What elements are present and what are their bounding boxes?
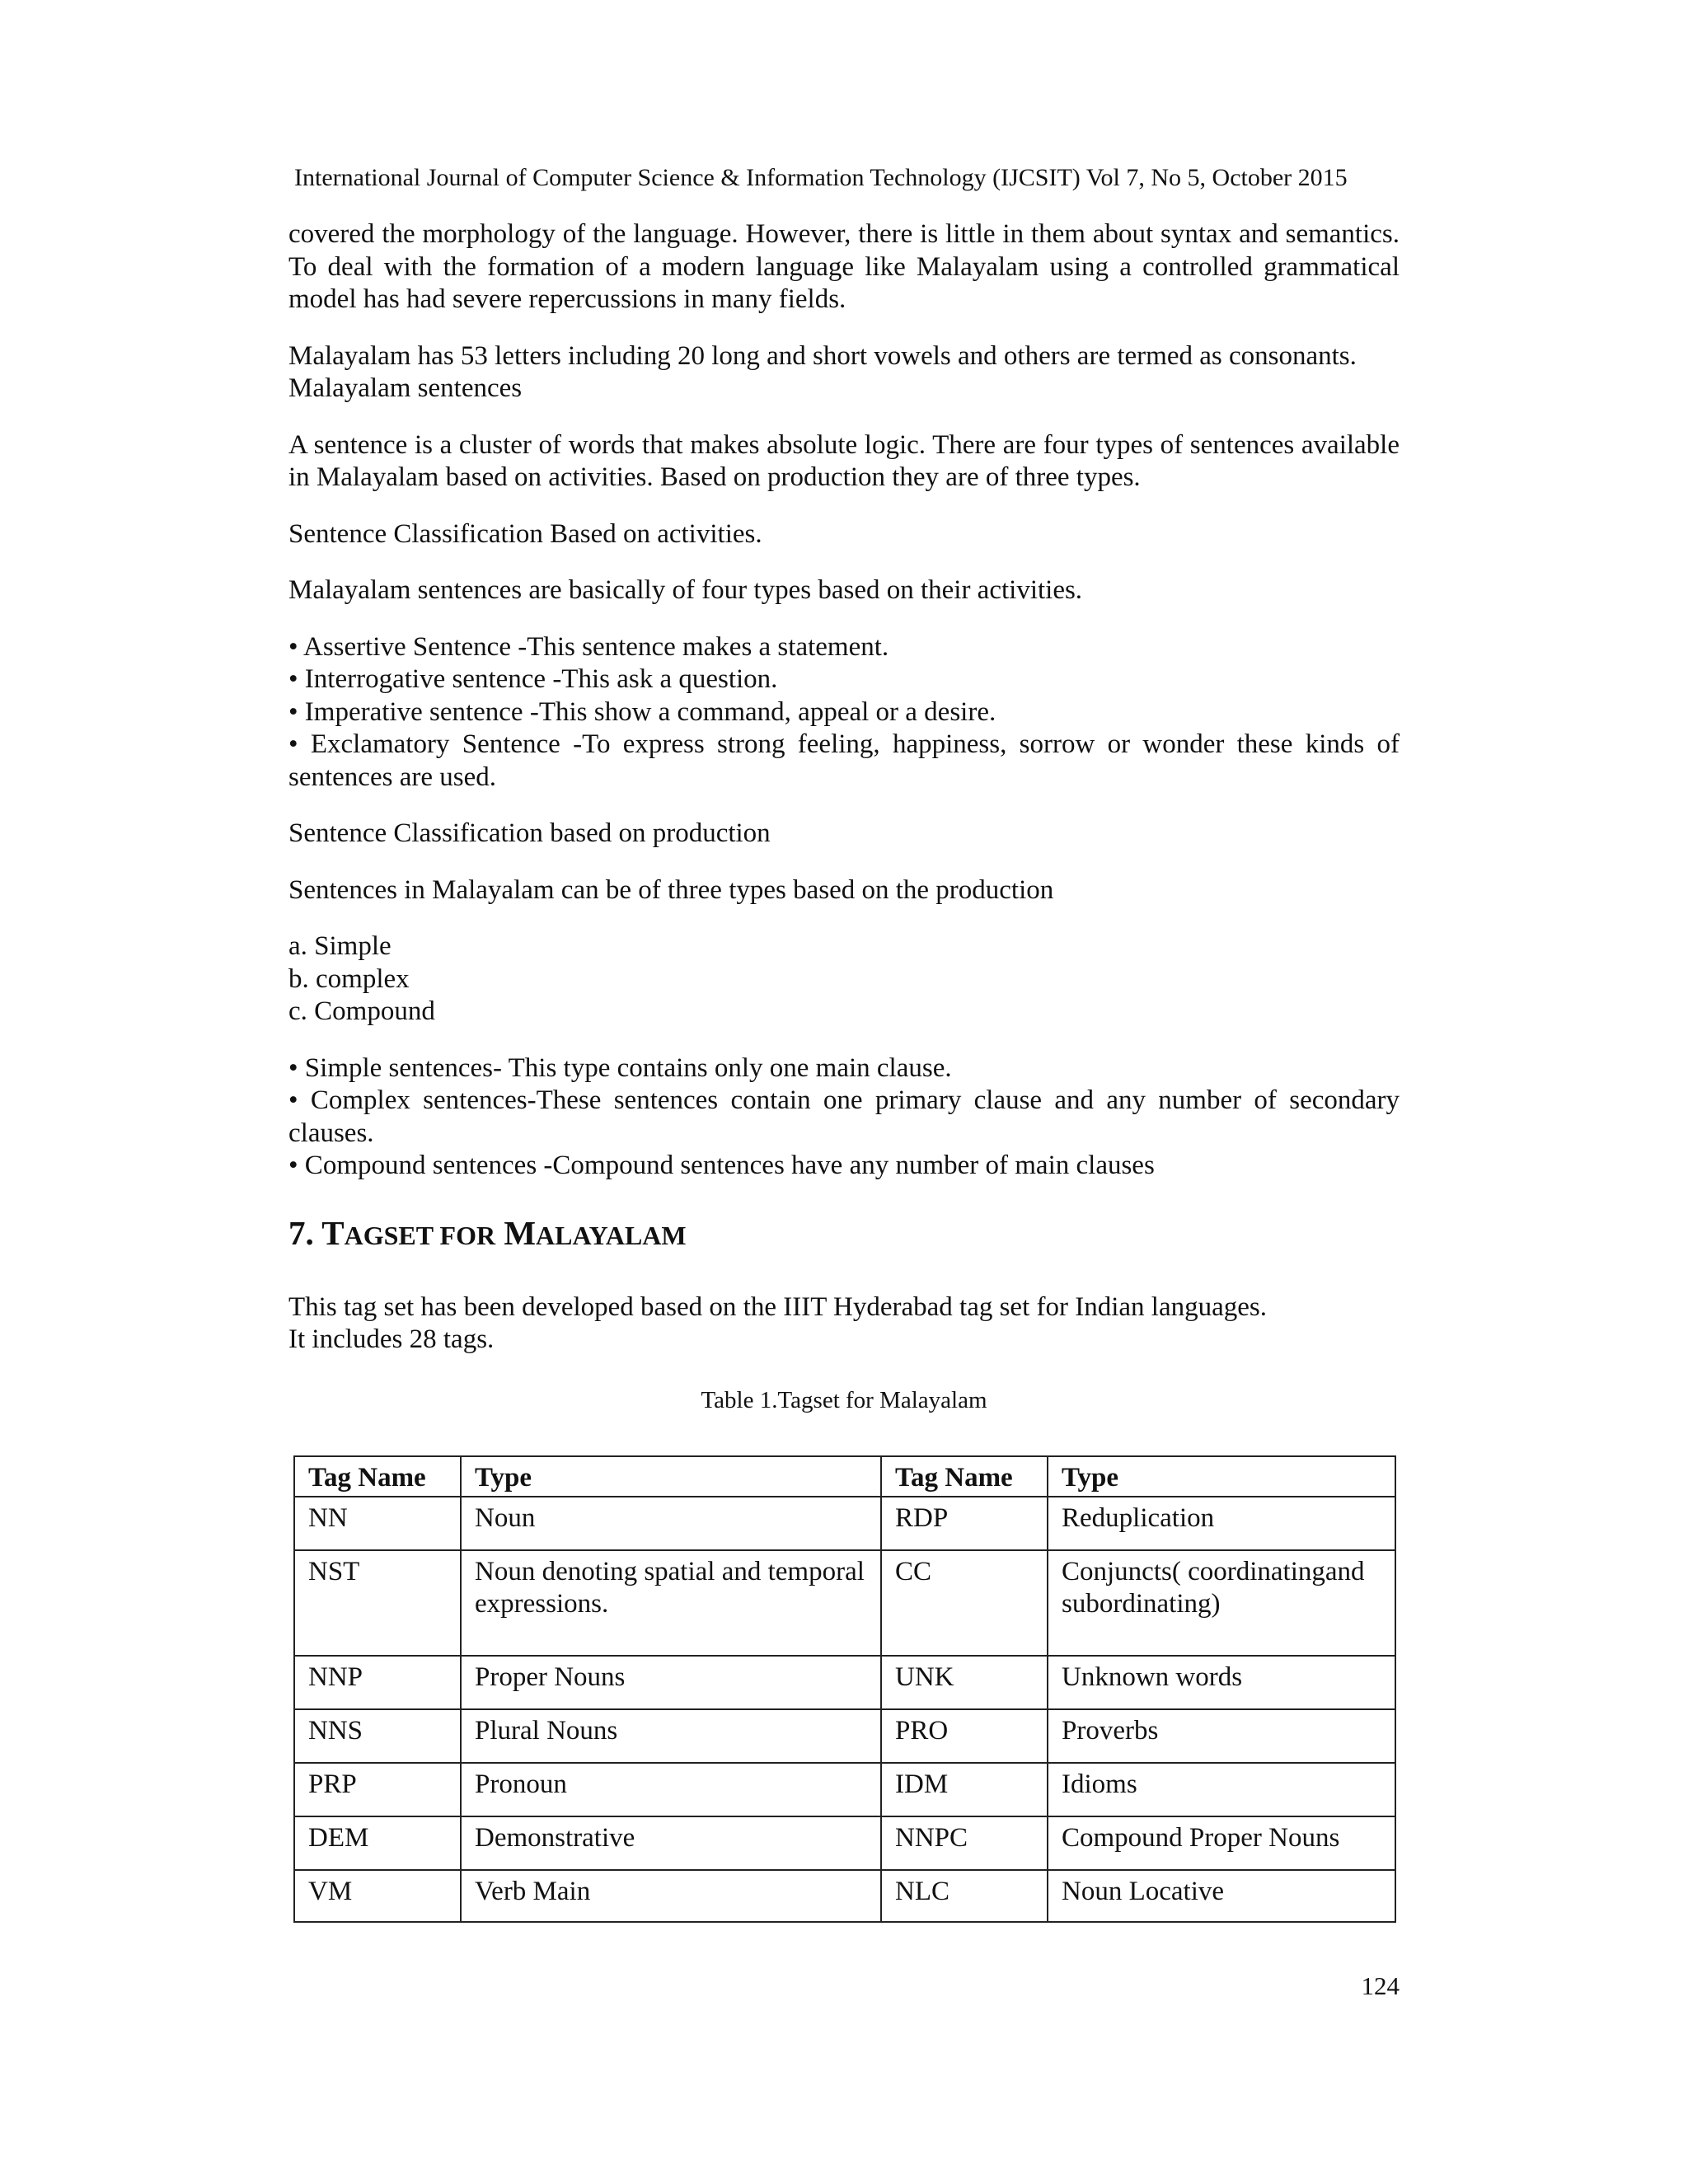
- table-cell: NLC: [881, 1870, 1048, 1922]
- table-cell: RDP: [881, 1497, 1048, 1550]
- section-number: 7.: [288, 1213, 314, 1252]
- list-item-assertive: • Assertive Sentence -This sentence makes a statement.: [288, 631, 889, 662]
- table-cell: Conjuncts( coordinatingand subordinating): [1048, 1550, 1395, 1656]
- body-content: [288, 218, 1400, 1416]
- table-cell: Demonstrative: [461, 1816, 881, 1870]
- table-row: [294, 1870, 1395, 1922]
- table-cell: NNPC: [881, 1816, 1048, 1870]
- table-cell: UNK: [881, 1656, 1048, 1709]
- list-item-complex-desc: • Complex sentences-These sentences contain one primary clause and any number of secondary clauses.: [288, 1085, 1400, 1148]
- section-heading: 7. TAGSET FOR MALAYALAM: [288, 1213, 687, 1252]
- list-item-simple-desc: • Simple sentences- This type contains only one main clause.: [288, 1052, 952, 1083]
- table-caption: Table 1.Tagset for Malayalam: [701, 1386, 987, 1413]
- page-number: 124: [1361, 1971, 1400, 2000]
- table-header-cell: Tag Name: [881, 1456, 1048, 1497]
- table-cell: PRO: [881, 1709, 1048, 1763]
- list-item-simple: a. Simple: [288, 931, 392, 961]
- table-cell: Reduplication: [1048, 1497, 1395, 1550]
- table-header-row: [294, 1456, 1395, 1497]
- list-item-imperative: • Imperative sentence -This show a command, appeal or a desire.: [288, 696, 996, 727]
- table-cell: Proverbs: [1048, 1709, 1395, 1763]
- table-header-cell: Tag Name: [294, 1456, 461, 1497]
- table-cell: CC: [881, 1550, 1048, 1656]
- subheading-production: Sentence Classification based on production: [288, 818, 771, 848]
- table-row: [294, 1763, 1395, 1816]
- table-cell: VM: [294, 1870, 461, 1922]
- table-cell: NST: [294, 1550, 461, 1656]
- list-item-compound: c. Compound: [288, 996, 435, 1026]
- section-description-line2: It includes 28 tags.: [288, 1324, 495, 1354]
- tagset-table: [293, 1455, 1396, 1923]
- table-cell: DEM: [294, 1816, 461, 1870]
- list-item-exclamatory: • Exclamatory Sentence -To express strong feeling, happiness, sorrow or wonder these kinds of sentences are used.: [288, 729, 1400, 792]
- table-row: [294, 1816, 1395, 1870]
- list-item-complex: b. complex: [288, 963, 410, 994]
- table-cell: Verb Main: [461, 1870, 881, 1922]
- paragraph-sentence-definition: A sentence is a cluster of words that makes absolute logic. There are four types of sentences available in Malayalam based on activities. Based on production they are of three types.: [288, 429, 1400, 492]
- table-cell: Pronoun: [461, 1763, 881, 1816]
- table-cell: Idioms: [1048, 1763, 1395, 1816]
- section-description-line1: This tag set has been developed based on the IIIT Hyderabad tag set for Indian languages.: [288, 1291, 1267, 1322]
- table-row: [294, 1709, 1395, 1763]
- paragraph-production-intro: Sentences in Malayalam can be of three types based on the production: [288, 874, 1054, 905]
- paragraph-intro: covered the morphology of the language. However, there is little in them about syntax and semantics. To deal with the formation of a modern language like Malayalam using a controlled grammatical model has had severe repercussions in many fields.: [288, 219, 1400, 314]
- list-item-compound-desc: • Compound sentences -Compound sentences have any number of main clauses: [288, 1151, 1155, 1180]
- table-cell: Noun: [461, 1497, 881, 1550]
- table-row: [294, 1656, 1395, 1709]
- table-cell: Noun Locative: [1048, 1870, 1395, 1922]
- table-cell: NN: [294, 1497, 461, 1550]
- paragraph-activities-intro: Malayalam sentences are basically of four types based on their activities.: [288, 575, 1083, 605]
- table-row: [294, 1497, 1395, 1550]
- table-cell: Proper Nouns: [461, 1656, 881, 1709]
- paragraph-letters-line1: Malayalam has 53 letters including 20 long and short vowels and others are termed as consonants.: [288, 340, 1357, 371]
- subheading-activities: Sentence Classification Based on activities.: [288, 518, 762, 549]
- table-cell: Unknown words: [1048, 1656, 1395, 1709]
- table-header-cell: Type: [1048, 1456, 1395, 1497]
- table-cell: Plural Nouns: [461, 1709, 881, 1763]
- table-cell: NNS: [294, 1709, 461, 1763]
- paragraph-letters-line2: Malayalam sentences: [288, 373, 523, 403]
- table-cell: Noun denoting spatial and temporal expressions.: [461, 1550, 881, 1656]
- table-cell: IDM: [881, 1763, 1048, 1816]
- table-cell: PRP: [294, 1763, 461, 1816]
- list-item-interrogative: • Interrogative sentence -This ask a question.: [288, 664, 778, 694]
- table-row: [294, 1550, 1395, 1656]
- table-cell: NNP: [294, 1656, 461, 1709]
- table-header-cell: Type: [461, 1456, 881, 1497]
- table-cell: Compound Proper Nouns: [1048, 1816, 1395, 1870]
- running-header: International Journal of Computer Science & Information Technology (IJCSIT) Vol 7, No 5, October 2015: [294, 164, 1348, 191]
